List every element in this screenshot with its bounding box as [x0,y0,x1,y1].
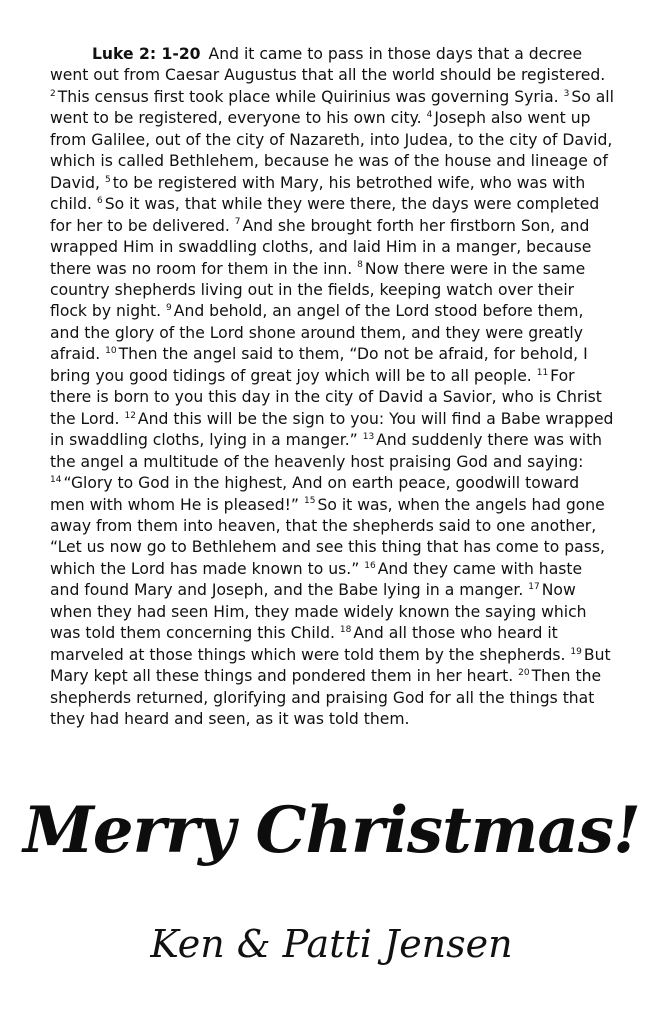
verse-number: 6 [96,195,103,206]
verse-number: 9 [166,303,172,314]
merry-christmas-heading: Merry Christmas! [23,793,640,868]
verse-text: And all those who heard it marveled at those things which were told them by the shepherds. [50,624,566,664]
verse-text: And it came to pass in those days that a decree went out from Caesar Augustus that all the world should be registered. [50,45,606,85]
verse-number: 19 [570,646,582,657]
verse-text: to be registered with Mary, his betrothed wife, who was with child. [50,173,586,214]
verse-text: So it was, that while they were there, the days were completed for her to be delivered. [50,195,600,235]
verse-text: And this will be the sign to you: You will find a Babe wrapped in swaddling cloths, lying in a manger.” [50,409,614,450]
verse-text: Now there were in the same country shepherds living out in the fields, keeping watch over their flock by night. [50,259,586,321]
verse-number: 2 [50,88,56,99]
verse-text: So all went to be registered, everyone to his own city. [50,87,614,128]
verse-number: 8 [357,260,363,271]
scripture-reference: Luke 2: 1-20 [92,45,201,63]
signature: Ken & Patti Jensen [150,922,513,966]
verse-text: So it was, when the angels had gone away from them into heaven, that the shepherds said to one another, “Let us now go to Bethlehem and see this thing that has come to pass, which the Lord has made known to us.” [50,495,605,578]
verse-text: Now when they had seen Him, they made widely known the saying which was told them concerning this Child. [50,581,587,643]
verse-text: This census first took place while Quirinius was governing Syria. [57,87,559,106]
verse-text: And she brought forth her firstborn Son, and wrapped Him in swaddling cloths, and laid Him in a manger, because there was no room for them in the inn. [50,216,592,278]
verse-text: And suddenly there was with the angel a multitude of the heavenly host praising God and saying: [50,431,603,471]
verse-text: And they came with haste and found Mary and Joseph, and the Babe lying in a manger. [50,559,583,600]
verse-number: 12 [124,410,136,421]
verse-number: 4 [426,110,433,121]
scripture-passage [50,44,615,731]
verse-number: 13 [362,431,375,442]
verse-number: 18 [339,625,352,636]
verse-text: Then the angel said to them, “Do not be afraid, for behold, I bring you good tidings of great joy which will be to all people. [50,345,588,385]
verse-text: Then the shepherds returned, glorifying and praising God for all the things that they had heard and seen, as it was told them. [50,667,602,729]
verse-number: 7 [234,217,241,228]
verse-number: 14 [50,474,62,485]
verse-number: 16 [364,560,376,571]
verse-number: 3 [563,88,570,99]
verse-number: 17 [528,582,540,593]
verse-text: Joseph also went up from Galilee, out of the city of Nazareth, into Judea, to the city of David, which is called Bethlehem, because he was of the house and lineage of David, [50,109,613,192]
verse-text: For there is born to you this day in the city of David a Savior, who is Christ the Lord. [50,366,602,428]
verse-text: But Mary kept all these things and pondered them in her heart. [50,645,611,686]
verse-text: And behold, an angel of the Lord stood before them, and the glory of the Lord shone around them, and they were greatly afraid. [50,302,584,364]
verse-text: “Glory to God in the highest, And on earth peace, goodwill toward men with whom He is pleased!” [50,474,580,514]
verse-number: 5 [104,174,111,185]
verse-number: 10 [105,346,117,357]
verse-number: 20 [518,667,530,678]
verse-number: 15 [303,496,316,507]
verse-number: 11 [536,367,549,378]
